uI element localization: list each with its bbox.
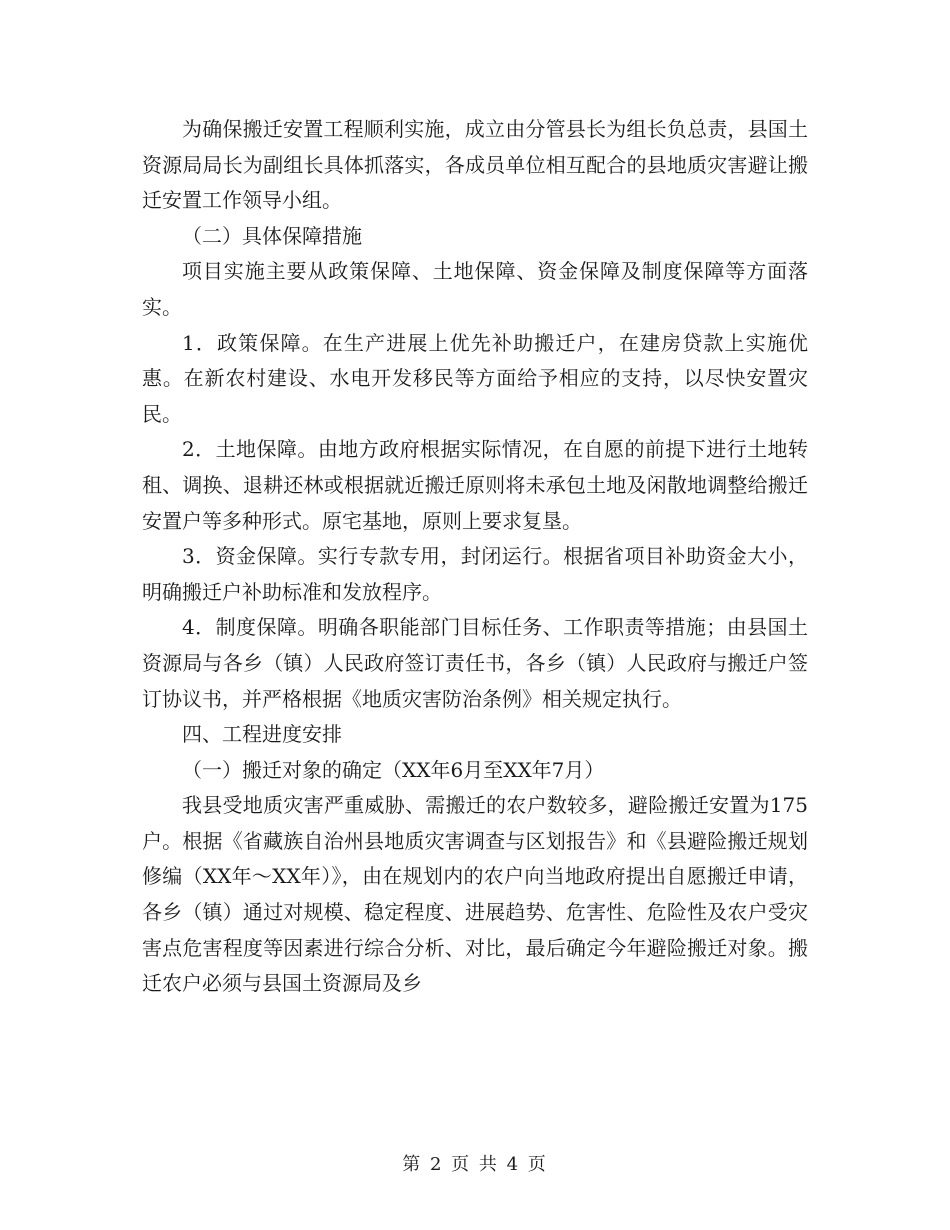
paragraph-leadership-group: 为确保搬迁安置工程顺利实施，成立由分管县长为组长负总责，县国土资源局局长为副组长具体抓落实，各成员单位相互配合的县地质灾害避让搬迁安置工作领导小组。: [142, 117, 808, 213]
heading-specific-measures: （二）具体保障措施: [182, 223, 362, 248]
document-body: [142, 112, 808, 1002]
paragraph-relocation-targets: 我县受地质灾害严重威胁、需搬迁的农户数较多，避险搬迁安置为175户。根据《省藏族自治州县地质灾害调查与区划报告》和《县避险搬迁规划修编（XX年～XX年）》，由在规划内的农户向当地政府提出自愿搬迁申请，各乡（镇）通过对规模、稳定程度、进展趋势、危害性、危险性及农户受灾害点危害程度等因素进行综合分析、对比，最后确定今年避险搬迁对象。搬迁农户必须与县国土资源局及乡: [142, 793, 808, 996]
paragraph-land-guarantee: 2．土地保障。由地方政府根据实际情况，在自愿的前提下进行土地转租、调换、退耕还林或根据就近搬迁原则将未承包土地及闲散地调整给搬迁安置户等多种形式。原宅基地，原则上要求复垦。: [142, 437, 808, 533]
paragraph-policy-guarantee: 1．政策保障。在生产进展上优先补助搬迁户，在建房贷款上实施优惠。在新农村建设、水电开发移民等方面给予相应的支持，以尽快安置灾民。: [142, 330, 808, 426]
page-number-footer: 第 2 页 共 4 页: [402, 1154, 548, 1175]
paragraph-fund-guarantee: 3．资金保障。实行专款专用，封闭运行。根据省项目补助资金大小，明确搬迁户补助标准和发放程序。: [142, 544, 808, 604]
paragraph-system-guarantee: 4．制度保障。明确各职能部门目标任务、工作职责等措施；由县国土资源局与各乡（镇）人民政府签订责任书，各乡（镇）人民政府与搬迁户签订协议书，并严格根据《地质灾害防治条例》相关规定执行。: [142, 615, 808, 711]
paragraph-project-implementation: 项目实施主要从政策保障、土地保障、资金保障及制度保障等方面落实。: [142, 259, 808, 319]
heading-relocation-targets: （一）搬迁对象的确定（XX年6月至XX年7月）: [182, 757, 605, 782]
heading-schedule: 四、工程进度安排: [182, 722, 342, 747]
